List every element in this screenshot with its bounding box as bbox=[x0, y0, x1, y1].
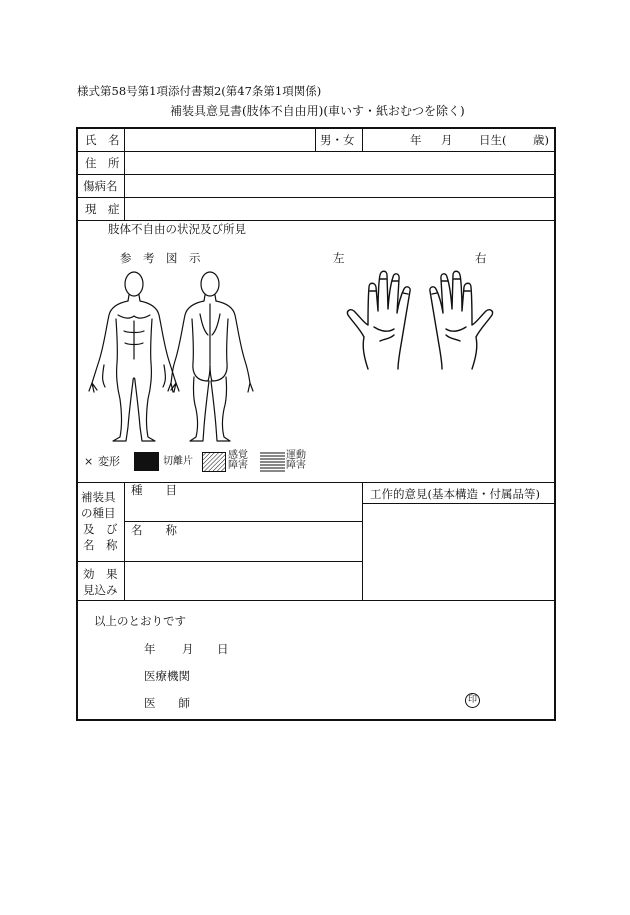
device-name-field[interactable] bbox=[125, 522, 362, 561]
device-type-label: 種 目 bbox=[131, 483, 177, 497]
birth-year-label: 年 bbox=[410, 133, 422, 147]
legend-sensory-swatch bbox=[202, 452, 226, 472]
birth-month-label: 月 bbox=[441, 133, 453, 147]
right-hand-figure bbox=[430, 271, 493, 369]
sign-day-label: 日 bbox=[217, 642, 229, 656]
institution-label: 医療機関 bbox=[144, 669, 190, 683]
sign-month-label: 月 bbox=[182, 642, 194, 656]
left-hand-label: 左 bbox=[333, 251, 345, 265]
legend-amputation-label: 切離片 bbox=[163, 456, 193, 467]
device-label-4: 名 称 bbox=[83, 538, 118, 552]
right-hand-label: 右 bbox=[475, 251, 487, 265]
opinion-form bbox=[76, 127, 556, 721]
hands-diagram bbox=[340, 269, 500, 371]
form-title: 補装具意見書(肢体不自由用)(車いす・紙おむつを除く) bbox=[170, 104, 465, 118]
body-back-figure bbox=[168, 272, 253, 441]
doctor-label: 医 師 bbox=[144, 696, 190, 710]
technical-opinion-field[interactable] bbox=[363, 504, 554, 600]
legend-motor-label-2: 障害 bbox=[286, 460, 306, 471]
body-diagram bbox=[80, 269, 260, 444]
seal-label: 印 bbox=[467, 695, 477, 705]
device-type-field[interactable] bbox=[125, 483, 362, 521]
condition-heading: 肢体不自由の状況及び所見 bbox=[108, 222, 246, 236]
injury-field[interactable] bbox=[125, 175, 554, 197]
legend-motor-swatch bbox=[260, 452, 285, 472]
name-label: 氏 名 bbox=[85, 133, 120, 147]
address-field[interactable] bbox=[125, 152, 554, 174]
legend-deform-mark: × bbox=[84, 455, 94, 468]
sign-year-label: 年 bbox=[144, 642, 156, 656]
reference-figure-label: 参 考 図 示 bbox=[120, 251, 201, 265]
device-label-1: 補装具 bbox=[81, 490, 116, 504]
body-front-figure bbox=[89, 272, 179, 441]
effect-field[interactable] bbox=[125, 562, 362, 600]
name-field[interactable] bbox=[125, 129, 315, 151]
effect-label-2: 見込み bbox=[83, 583, 118, 597]
form-id: 様式第58号第1項添付書類2(第47条第1項関係) bbox=[77, 84, 322, 98]
legend-amputation-swatch bbox=[134, 452, 159, 471]
age-label: 歳) bbox=[533, 133, 549, 147]
technical-opinion-label: 工作的意見(基本構造・付属品等) bbox=[370, 487, 540, 501]
effect-label-1: 効 果 bbox=[83, 567, 118, 581]
birth-day-label: 日生( bbox=[479, 133, 507, 147]
legend-sensory-label-2: 障害 bbox=[228, 460, 248, 471]
device-label-3: 及 び bbox=[83, 522, 118, 536]
symptom-field[interactable] bbox=[125, 198, 554, 220]
legend-motor-label-1: 運動 bbox=[286, 450, 306, 461]
injury-label: 傷病名 bbox=[83, 179, 118, 193]
seal-mark bbox=[465, 693, 480, 708]
statement-text: 以上のとおりです bbox=[94, 614, 186, 628]
symptom-label: 現 症 bbox=[85, 202, 120, 216]
legend-deform-label: 変形 bbox=[98, 455, 120, 468]
sex-label[interactable]: 男・女 bbox=[320, 133, 355, 147]
legend-sensory-label-1: 感覚 bbox=[228, 450, 248, 461]
address-label: 住 所 bbox=[85, 156, 120, 170]
device-label-2: の種目 bbox=[81, 506, 116, 520]
device-name-label: 名 称 bbox=[131, 523, 177, 537]
left-hand-figure bbox=[347, 271, 410, 369]
